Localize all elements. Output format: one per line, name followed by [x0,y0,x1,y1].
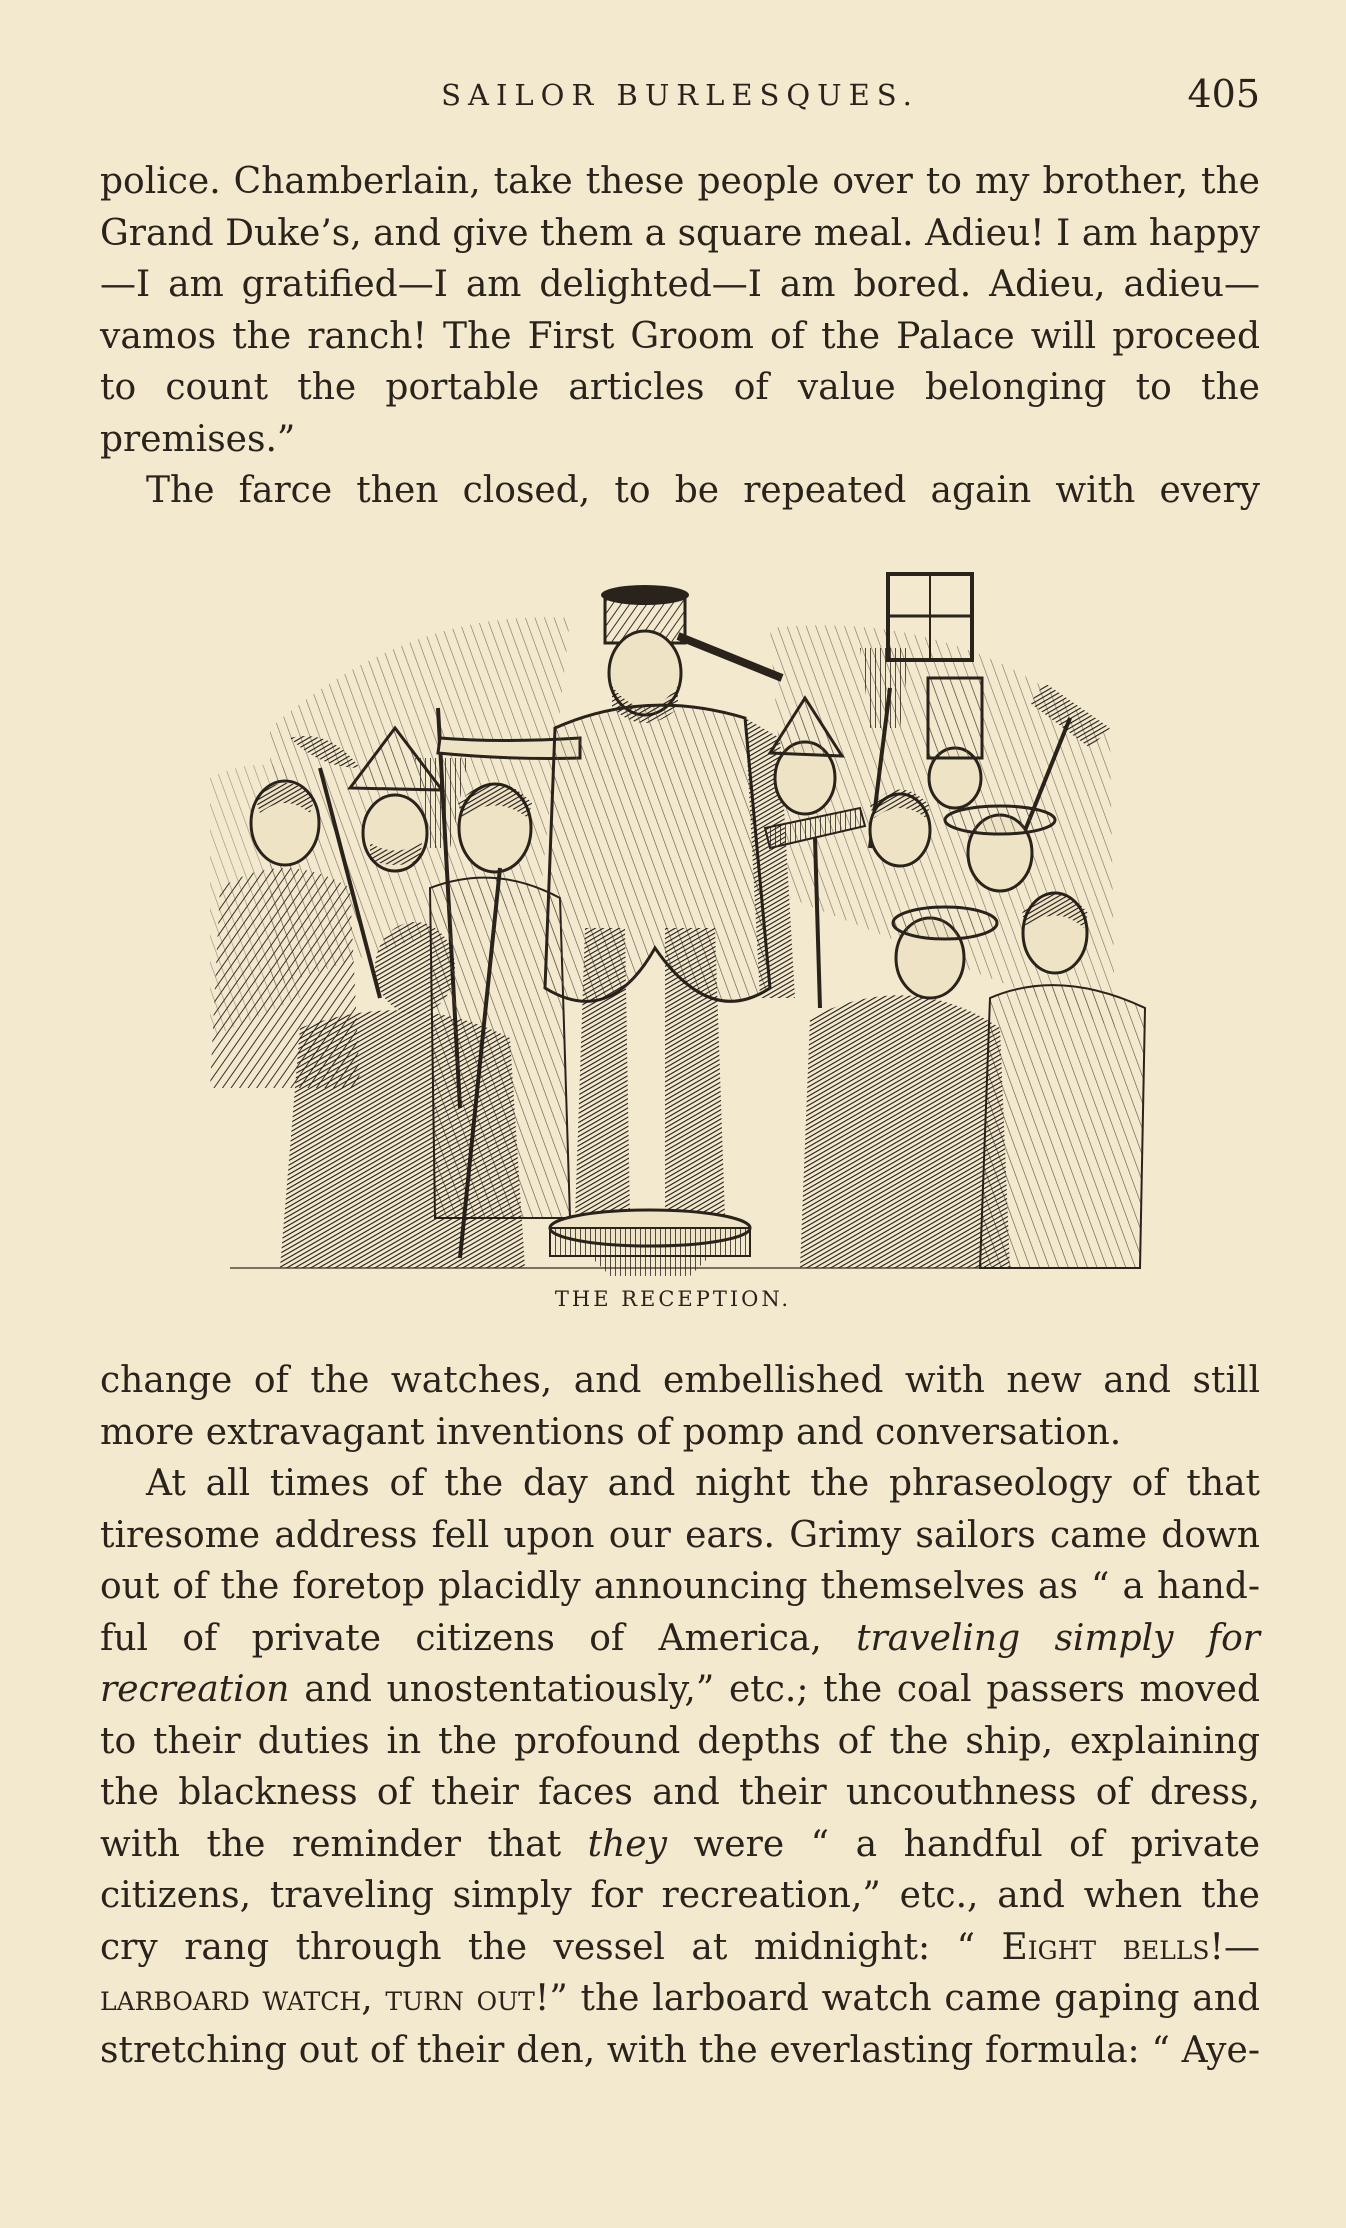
running-title: SAILOR BURLESQUES. [441,78,919,112]
text-run: were “ a handful of private citizens, traveling simply for recreation,” etc., and when the cry rang through the vessel at midnight: “ [100,1823,1260,1968]
paragraph-farce-closed: The farce then closed, to be repeated again with every [146,470,1260,511]
italic-run: they [587,1823,667,1865]
text-run: At all times of the day and night the phraseology of that tiresome address fell upon our ears. Grimy sailors came down out of the foretop placidly announcing themselves as “ a hand-ful of private citizens of America, [100,1463,1260,1659]
text-run: ” the larboard watch came gaping and stretching out of their den, with the everlasting formula: “ Aye- [100,1978,1260,2071]
text-run: and unostentatiously,” etc.; the coal passers moved to their duties in the profound depths of the ship, explaining the blackness of their faces and their uncouthness of dress, with the reminder that [100,1669,1260,1865]
paragraph-closing-speech: police. Chamberlain, take these people over to my brother, the Grand Duke’s, and give them a square meal. Adieu! I am happy—I am gratified—I am delighted—I am bored. Adieu, adieu—vamos the ranch! The First Groom of the Palace will proceed to count the portable articles of value belonging to the premises.” [100,161,1260,460]
small-caps-run: Eight bells!—larboard watch, turn out! [100,1926,1261,2019]
running-head [100,72,1260,118]
paragraph-watches: change of the watches, and embellished with new and still more extravagant inventions of pomp and conversation. [100,1360,1260,1453]
top-text-block [100,156,1260,517]
engraving-the-reception [210,568,1160,1276]
paragraph-phraseology [100,1458,1260,2076]
italic-run: traveling simply for recreation [100,1617,1260,1710]
bottom-text-block [100,1355,1260,2076]
page-number: 405 [1187,72,1260,116]
figure-caption: THE RECEPTION. [554,1287,792,1311]
